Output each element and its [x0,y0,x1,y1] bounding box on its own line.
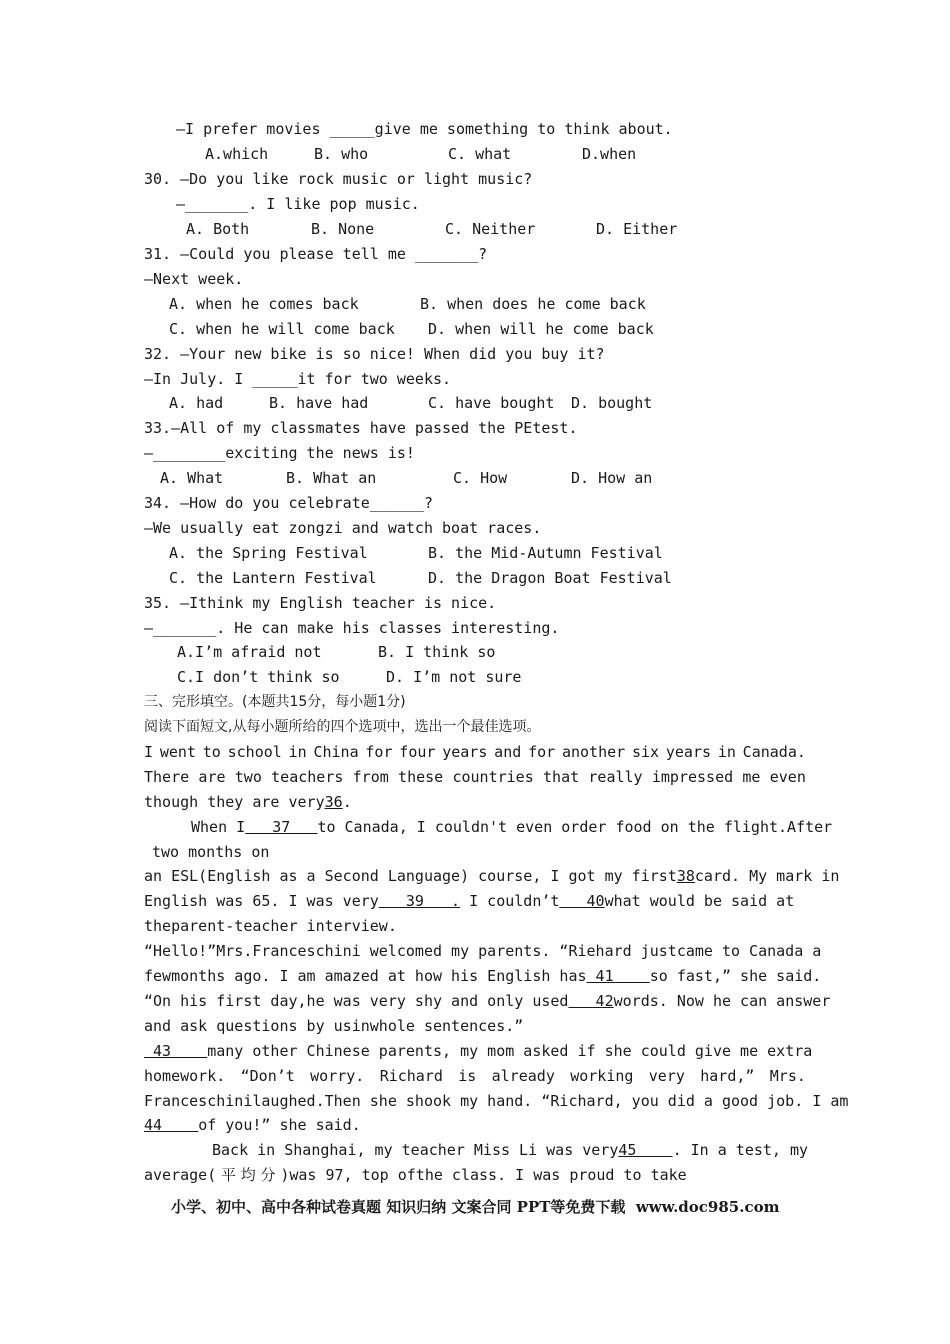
question-34-option-c: C. the Lantern Festival [169,569,377,587]
passage-word: is [458,1067,477,1085]
passage-word: two [234,768,262,786]
passage-line [212,1141,808,1159]
question-34-option-a: A. the Spring Festival [169,544,368,562]
passage-text: “On his first day,he was very shy and only used [144,992,569,1010]
passage-line: “Hello!”Mrs.Franceschini welcomed my parents. “Riehard justcame to Canada a [144,942,822,960]
passage-word: teachers [271,768,344,786]
question-35-option-c: C.I don’t think so [177,668,340,686]
passage-text: what would be said at [604,892,795,910]
passage-word: worry. [310,1067,365,1085]
blank-39: 39 . [378,892,461,910]
passage-word: China [313,743,359,761]
blank-44: 44 [144,1116,199,1134]
question-32-option-c: C. have bought [428,394,555,412]
passage-text: Back in Shanghai, my teacher Miss Li was very [212,1141,619,1159]
passage-word: these [398,768,444,786]
question-33-option-a: A. What [160,469,224,487]
passage-line [144,867,839,885]
passage-word: homework. [144,1067,226,1085]
passage-text: though they are very [144,793,325,811]
passage-text: to Canada, I couldn't even order food on the flight.After [317,818,833,836]
passage-line [144,743,806,761]
passage-line [144,1166,687,1184]
passage-word: countries [452,768,534,786]
passage-word: Canada. [742,743,806,761]
passage-word: to [202,743,221,761]
passage-text: so fast,” she said. [649,967,822,985]
blank-37: 37 [245,818,318,836]
question-30-option-d: D. Either [596,220,678,238]
passage-text: )was 97, top ofthe class. I was proud to take [280,1166,687,1184]
passage-line: and ask questions by usinwhole sentences.” [144,1017,524,1035]
passage-word: years [442,743,488,761]
passage-word: Richard [379,1067,443,1085]
blank-45: 45 [618,1141,673,1159]
question-34-reply: —We usually eat zongzi and watch boat races. [144,519,542,537]
passage-text: I couldn’t [460,892,560,910]
passage-word: impressed [651,768,734,786]
question-35-reply: —_______. He can make his classes interesting. [144,619,560,637]
passage-word: are [198,768,226,786]
passage-word: already [491,1067,555,1085]
passage-word: from [352,768,389,786]
passage-text: words. Now he can answer [613,992,831,1010]
question-29-option-d: D.when [582,145,637,163]
passage-word: There [144,768,190,786]
section-heading: 三、完形填空。(本题共15分，每小题1分) [144,694,406,710]
passage-text: English was 65. I was very [144,892,379,910]
blank-41: 41 [586,967,650,985]
question-35-option-b: B. I think so [378,643,496,661]
passage-word: working [570,1067,634,1085]
passage-text: . In a test, my [672,1141,809,1159]
question-31-reply: —Next week. [144,270,244,288]
question-30-option-a: A. Both [186,220,250,238]
question-31-option-d: D. when will he come back [428,320,654,338]
question-32-reply: —In July. I _____it for two weeks. [144,370,452,388]
passage-word: years [665,743,712,761]
blank-43: 43 [144,1042,208,1060]
question-30-reply: —_______. I like pop music. [176,195,420,213]
question-29-option-c: C. what [448,145,512,163]
question-34-option-b: B. the Mid-Autumn Festival [428,544,663,562]
passage-line [144,1042,812,1060]
passage-word: school [227,743,282,761]
passage-line [144,992,830,1010]
passage-line: theparent-teacher interview. [144,917,397,935]
page-footer: 小学、初中、高中各种试卷真题 知识归纳 文案合同 PPT等免费下载 www.doc985.com [171,1198,780,1216]
section-instruction: 阅读下面短文,从每小题所给的四个选项中，选出一个最佳选项。 [144,719,541,735]
question-31-stem: 31. —Could you please tell me _______? [144,245,488,263]
passage-text: many other Chinese parents, my mom asked if she could give me extra [207,1042,813,1060]
passage-word: hard,” [700,1067,755,1085]
question-33-stem: 33.—All of my classmates have passed the PEtest. [144,419,578,437]
passage-word: in [717,743,736,761]
passage-word: for [528,743,556,761]
passage-word: that [543,768,580,786]
question-35-option-d: D. I’m not sure [386,668,522,686]
question-33-reply: —________exciting the news is! [144,444,415,462]
question-29-option-a: A.which [205,145,269,163]
question-35-stem: 35. —Ithink my English teacher is nice. [144,594,497,612]
question-29-option-b: B. who [314,145,369,163]
blank-42: 42 [568,992,614,1010]
question-32-option-d: D. bought [571,394,653,412]
passage-line [191,818,832,836]
question-33-option-d: D. How an [571,469,653,487]
passage-word: in [288,743,307,761]
question-32-stem: 32. —Your new bike is so nice! When did you buy it? [144,345,605,363]
question-31-option-b: B. when does he come back [420,295,646,313]
passage-word: me [742,768,761,786]
question-34-stem: 34. —How do you celebrate______? [144,494,433,512]
passage-line [144,892,794,910]
passage-line [144,1116,361,1134]
passage-text: an ESL(English as a Second Language) course, I got my first [144,867,677,885]
blank-36: 36 [324,793,343,811]
passage-word: really [588,768,643,786]
question-31-option-c: C. when he will come back [169,320,395,338]
passage-text: fewmonths ago. I am amazed at how his English has [144,967,587,985]
question-32-option-a: A. had [169,394,224,412]
question-29-stem: —I prefer movies _____give me something to think about. [176,120,673,138]
question-34-option-d: D. the Dragon Boat Festival [428,569,672,587]
question-30-option-b: B. None [311,220,375,238]
passage-word: went [159,743,196,761]
passage-line [144,768,806,786]
passage-word: four [399,743,436,761]
question-33-option-c: C. How [453,469,508,487]
passage-line [144,967,821,985]
passage-word: “Don’t [240,1067,295,1085]
question-31-option-a: A. when he comes back [169,295,359,313]
passage-word: six [631,743,660,761]
passage-cjk-text: 平 均 分 [216,1166,281,1184]
blank-38: 38 [676,867,695,885]
passage-line: Franceschinilaughed.Then she shook my hand. “Richard, you did a good job. I am [144,1092,849,1110]
blank-40: 40 [559,892,605,910]
question-30-stem: 30. —Do you like rock music or light music? [144,170,533,188]
question-33-option-b: B. What an [286,469,377,487]
passage-line [144,1067,806,1085]
passage-word: I [144,743,154,761]
passage-word: and [494,743,522,761]
passage-line [144,793,352,811]
passage-word: another [561,743,626,761]
question-30-option-c: C. Neither [445,220,536,238]
passage-word: for [365,743,393,761]
passage-word: Mrs. [769,1067,806,1085]
passage-text: . [342,793,352,811]
passage-word: very [648,1067,685,1085]
passage-text: of you!” she said. [198,1116,361,1134]
question-32-option-b: B. have had [269,394,369,412]
passage-text: average( [144,1166,217,1184]
passage-text: card. My mark in [694,867,840,885]
passage-line: two months on [152,843,270,861]
passage-word: even [769,768,806,786]
question-35-option-a: A.I’m afraid not [177,643,322,661]
passage-text: When I [191,818,246,836]
